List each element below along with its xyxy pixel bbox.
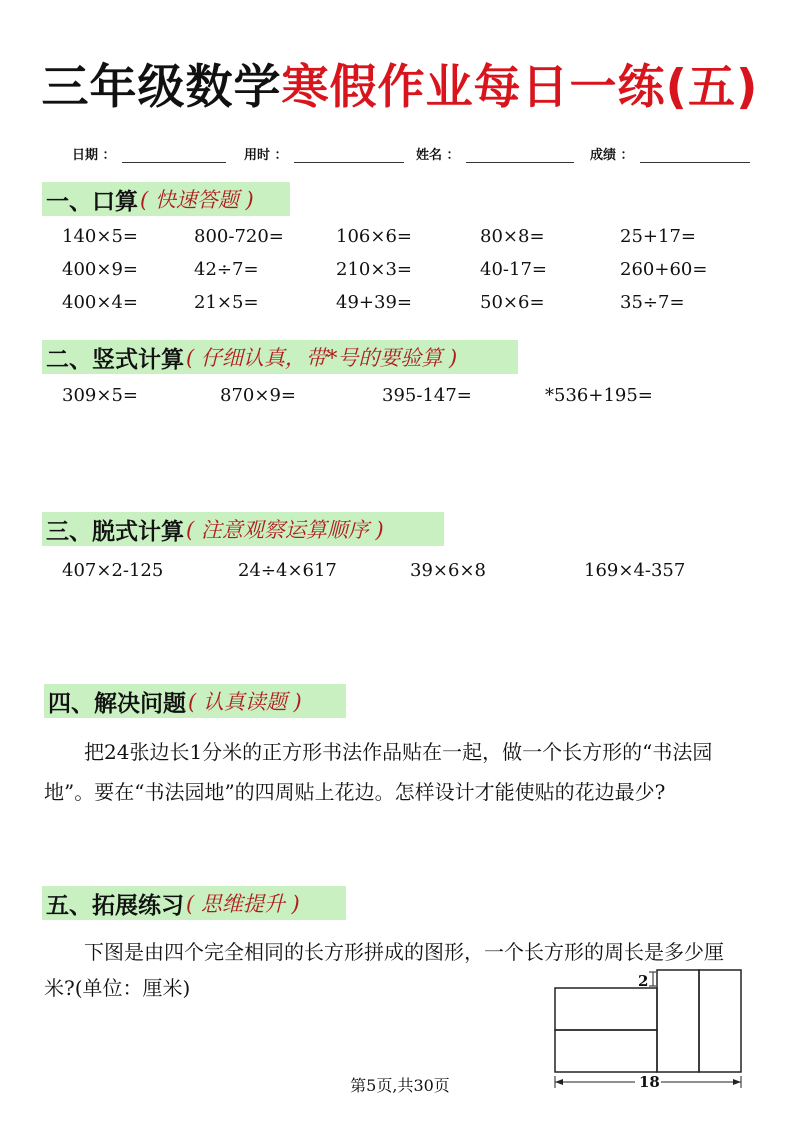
- stepwise-item: 39×6×8: [410, 560, 486, 581]
- name-label: 姓名 ：: [416, 148, 460, 163]
- section-number: 四、解决问题: [48, 690, 186, 717]
- section-number: 二、竖式计算: [46, 346, 184, 373]
- oral-item: 35÷7=: [620, 292, 685, 313]
- page-title: [0, 50, 800, 117]
- oral-item: 210×3=: [336, 259, 412, 280]
- section-note: ( 注意观察运算顺序 ): [186, 518, 384, 542]
- time-blank[interactable]: [294, 148, 404, 163]
- rectangles-figure: [545, 968, 745, 1090]
- name-blank[interactable]: [466, 148, 574, 163]
- oral-item: 21×5=: [194, 292, 259, 313]
- problem4-line: 地”。要在“书法园地”的四周贴上花边。怎样设计才能使贴的花边最少?: [44, 780, 666, 804]
- section-note: ( 快速答题 ): [140, 188, 254, 212]
- oral-item: 140×5=: [62, 226, 138, 247]
- time-field[interactable]: [244, 144, 404, 163]
- figure-label-top: 2: [638, 972, 649, 990]
- section-stepwise-header: [42, 512, 444, 546]
- title-red-part: 寒假作业每日一练(五): [281, 60, 759, 115]
- section-oral-header: [42, 182, 290, 216]
- stepwise-item: 169×4-357: [584, 560, 686, 581]
- date-field[interactable]: [72, 144, 226, 163]
- oral-item: 25+17=: [620, 226, 696, 247]
- figure-label-bottom: 18: [639, 1073, 660, 1091]
- section-number: 三、脱式计算: [46, 518, 184, 545]
- score-field[interactable]: [590, 144, 750, 163]
- vertical-item: 870×9=: [220, 385, 296, 406]
- name-field[interactable]: [416, 144, 574, 163]
- section-number: 五、拓展练习: [46, 892, 184, 919]
- vertical-item: *536+195=: [545, 385, 653, 406]
- vertical-item: 309×5=: [62, 385, 138, 406]
- stepwise-item: 407×2-125: [62, 560, 164, 581]
- score-label: 成绩 ：: [590, 148, 634, 163]
- oral-item: 260+60=: [620, 259, 708, 280]
- oral-item: 400×9=: [62, 259, 138, 280]
- oral-item: 800-720=: [194, 226, 284, 247]
- oral-item: 106×6=: [336, 226, 412, 247]
- score-blank[interactable]: [640, 148, 750, 163]
- oral-item: 80×8=: [480, 226, 545, 247]
- section-vertical-header: [42, 340, 518, 374]
- info-row: [72, 144, 762, 166]
- section-note: ( 思维提升 ): [186, 892, 300, 916]
- section-extension-header: [42, 886, 346, 920]
- title-black-part: 三年级数学: [41, 60, 282, 115]
- oral-item: 49+39=: [336, 292, 412, 313]
- page-footer: 第5页,共30页: [350, 1076, 450, 1095]
- oral-item: 40-17=: [480, 259, 547, 280]
- section-number: 一、口算: [46, 188, 138, 215]
- section-note: ( 仔细认真，带*号的要验算 ): [186, 346, 458, 370]
- section-note: ( 认真读题 ): [188, 690, 302, 714]
- date-label: 日期 ：: [72, 148, 116, 163]
- vertical-item: 395-147=: [382, 385, 472, 406]
- section-problem-header: [44, 684, 346, 718]
- oral-item: 400×4=: [62, 292, 138, 313]
- oral-item: 42÷7=: [194, 259, 259, 280]
- oral-item: 50×6=: [480, 292, 545, 313]
- problem4-line: 把24张边长1分米的正方形书法作品贴在一起，做一个长方形的“书法园: [84, 740, 713, 764]
- date-blank[interactable]: [122, 148, 226, 163]
- stepwise-item: 24÷4×617: [238, 560, 337, 581]
- problem5-line: 下图是由四个完全相同的长方形拼成的图形，一个长方形的周长是多少厘: [84, 940, 724, 964]
- time-label: 用时 ：: [244, 148, 288, 163]
- problem5-line: 米?(单位：厘米): [44, 976, 191, 1000]
